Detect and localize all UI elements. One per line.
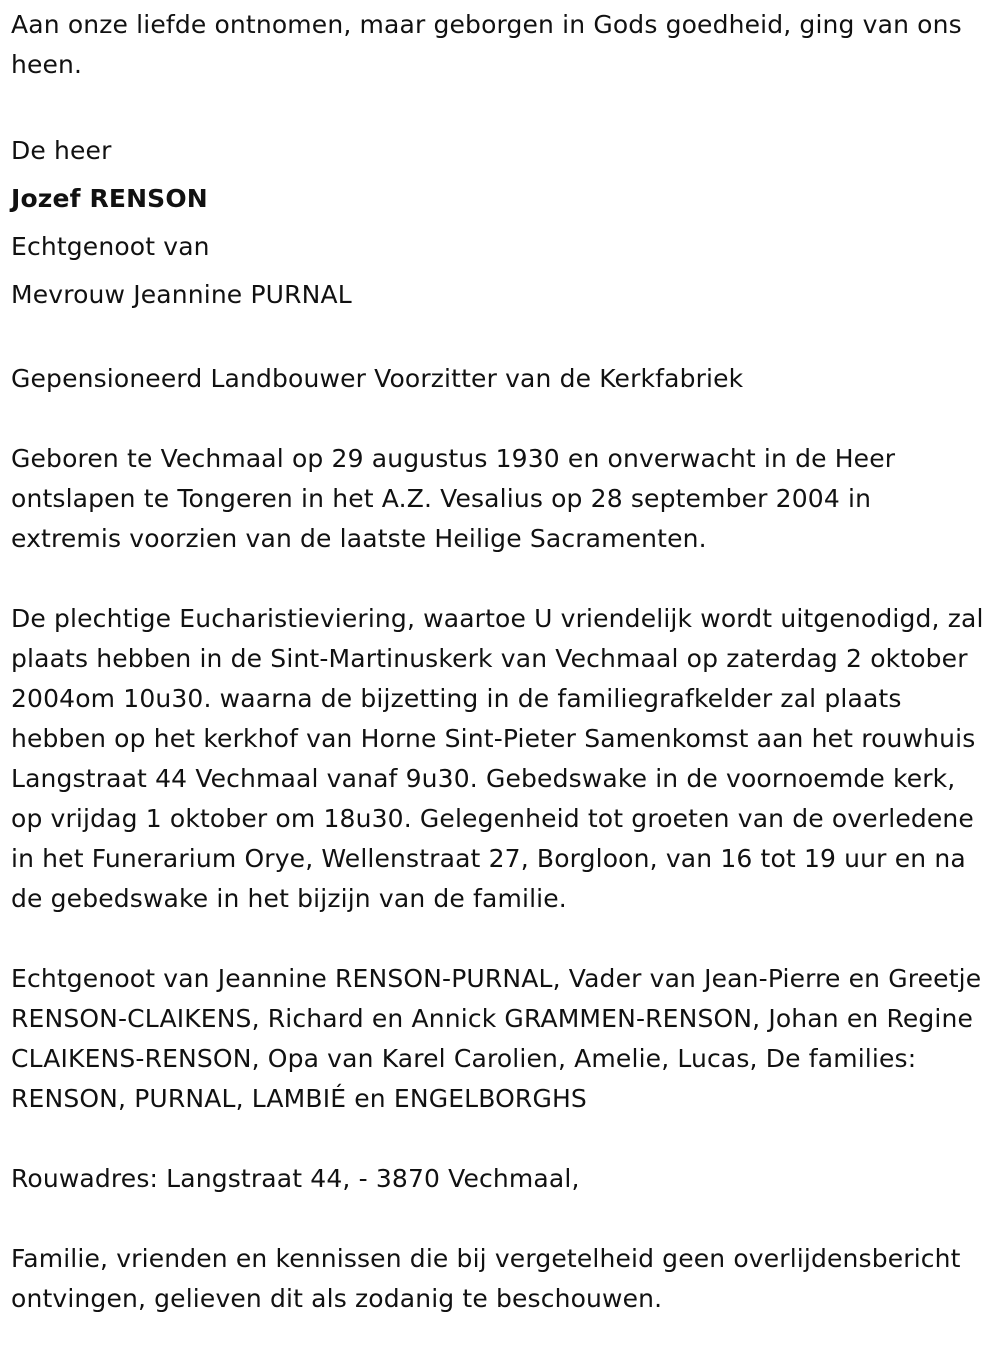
spacer	[11, 919, 985, 959]
address: Rouwadres: Langstraat 44, - 3870 Vechmaal,	[11, 1164, 580, 1193]
birth-death-paragraph: Geboren te Vechmaal op 29 augustus 1930 en onverwacht in de Heer ontslapen te Tongeren in het A.Z. Vesalius op 28 september 2004 in extremis voorzien van de laatste Heilige Sacramenten.	[11, 444, 896, 553]
spouse-label: Echtgenoot van	[11, 232, 210, 261]
spacer	[11, 319, 985, 359]
spacer	[11, 559, 985, 599]
intro-paragraph: Aan onze liefde ontnomen, maar geborgen in Gods goedheid, ging van ons heen.	[11, 10, 962, 79]
spacer	[11, 1199, 985, 1239]
spacer	[11, 85, 985, 125]
family-paragraph: Echtgenoot van Jeannine RENSON-PURNAL, Vader van Jean-Pierre en Greetje RENSON-CLAIKENS, Richard en Annick GRAMMEN-RENSON, Johan en Regine CLAIKENS-RENSON, Opa van Karel Carolien, Amelie, Lucas, De families: RENSON, PURNAL, LAMBIÉ en ENGELBORGHS	[11, 964, 982, 1113]
spacer	[11, 1119, 985, 1159]
ceremony-paragraph: De plechtige Eucharistieviering, waartoe U vriendelijk wordt uitgenodigd, zal plaats hebben in de Sint-Martinuskerk van Vechmaal op zaterdag 2 oktober 2004om 10u30. waarna de bijzetting in de familiegrafkelder zal plaats hebben op het kerkhof van Horne Sint-Pieter Samenkomst aan het rouwhuis Langstraat 44 Vechmaal vanaf 9u30. Gebedswake in de voornoemde kerk, op vrijdag 1 oktober om 18u30. Gelegenheid tot groeten van de overledene in het Funerarium Orye, Wellenstraat 27, Borgloon, van 16 tot 19 uur en na de gebedswake in het bijzijn van de familie.	[11, 604, 984, 913]
closing-paragraph: Familie, vrienden en kennissen die bij vergetelheid geen overlijdensbericht ontvingen, gelieven dit als zodanig te beschouwen.	[11, 1244, 961, 1313]
salutation: De heer	[11, 136, 112, 165]
spacer	[11, 399, 985, 439]
name-block	[11, 127, 985, 319]
deceased-name: Jozef RENSON	[11, 184, 208, 213]
spouse-name: Mevrouw Jeannine PURNAL	[11, 280, 352, 309]
occupation: Gepensioneerd Landbouwer Voorzitter van de Kerkfabriek	[11, 364, 744, 393]
